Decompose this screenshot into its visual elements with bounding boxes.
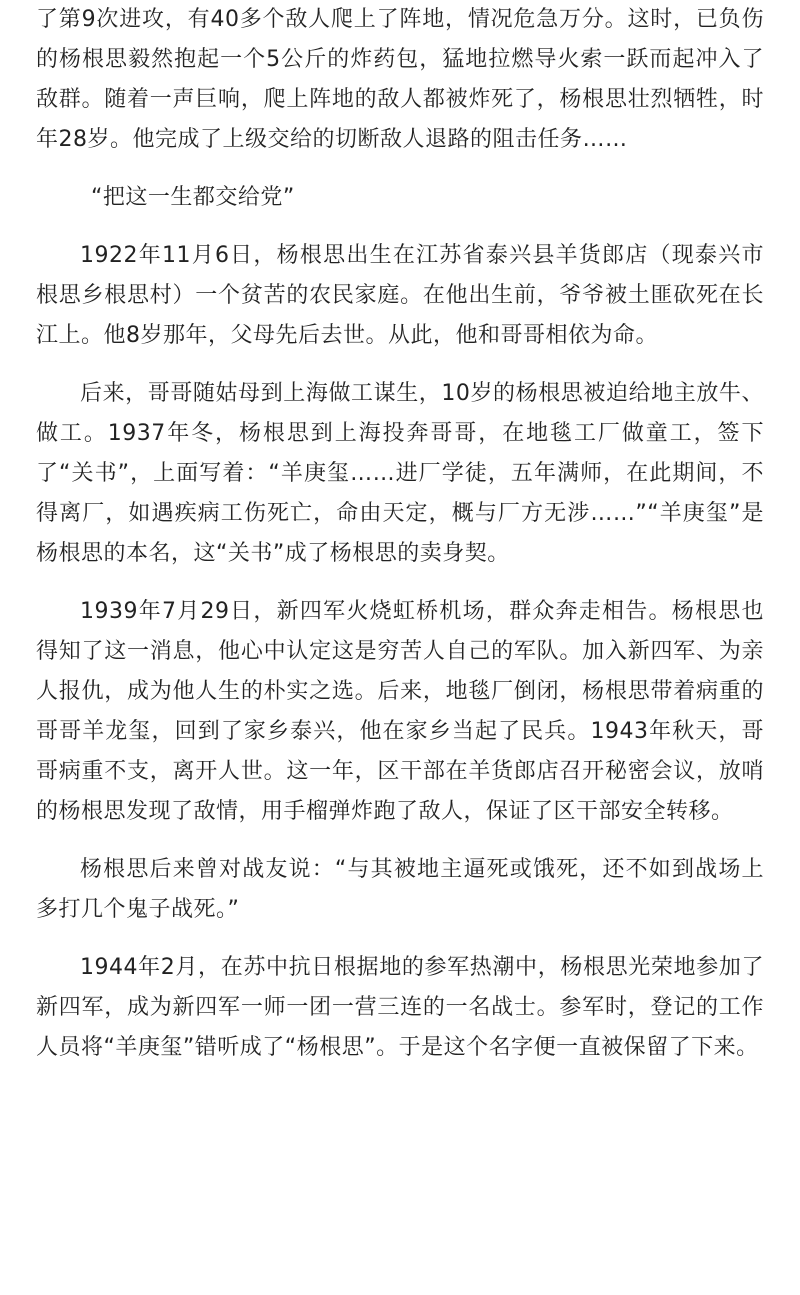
paragraph-new-fourth-army-news: 1939年7月29日，新四军火烧虹桥机场，群众奔走相告。杨根思也得知了这一消息，他心中认定这是穷苦人自己的军队。加入新四军、为亲人报仇，成为他人生的朴实之选。后来，地毯厂倒闭，杨根思带着病重的哥哥羊龙玺，回到了家乡泰兴，他在家乡当起了民兵。1943年秋天，哥哥病重不支，离开人世。这一年，区干部在羊货郎店召开秘密会议，放哨的杨根思发现了敌情，用手榴弹炸跑了敌人，保证了区干部安全转移。 (36, 599, 764, 824)
paragraph-birth: 1922年11月6日，杨根思出生在江苏省泰兴县羊货郎店（现泰兴市根思乡根思村）一个贫苦的农民家庭。在他出生前，爷爷被土匪砍死在长江上。他8岁那年，父母先后去世。从此，他和哥哥相依为命。 (36, 243, 764, 348)
section-heading: “把这一生都交给党” (91, 185, 295, 210)
paragraph-childhood-labor: 后来，哥哥随姑母到上海做工谋生，10岁的杨根思被迫给地主放牛、做工。1937年冬，杨根思到上海投奔哥哥，在地毯工厂做童工，签下了“关书”，上面写着：“羊庚玺……进厂学徒，五年满师，在此期间，不得离厂，如遇疾病工伤死亡，命由天定，概与厂方无涉……”“羊庚玺”是杨根思的本名，这“关书”成了杨根思的卖身契。 (36, 381, 764, 566)
paragraph-enlistment: 1944年2月，在苏中抗日根据地的参军热潮中，杨根思光荣地参加了新四军，成为新四军一师一团一营三连的一名战士。参军时，登记的工作人员将“羊庚玺”错听成了“杨根思”。于是这个名字便一直被保留了下来。 (36, 955, 764, 1060)
paragraph-battle-end: 了第9次进攻，有40多个敌人爬上了阵地，情况危急万分。这时，已负伤的杨根思毅然抱起一个5公斤的炸药包，猛地拉燃导火索一跃而起冲入了敌群。随着一声巨响，爬上阵地的敌人都被炸死了，杨根思壮烈牺牲，时年28岁。他完成了上级交给的切断敌人退路的阻击任务…… (36, 7, 764, 152)
paragraph-quote: 杨根思后来曾对战友说：“与其被地主逼死或饿死，还不如到战场上多打几个鬼子战死。” (36, 857, 764, 922)
